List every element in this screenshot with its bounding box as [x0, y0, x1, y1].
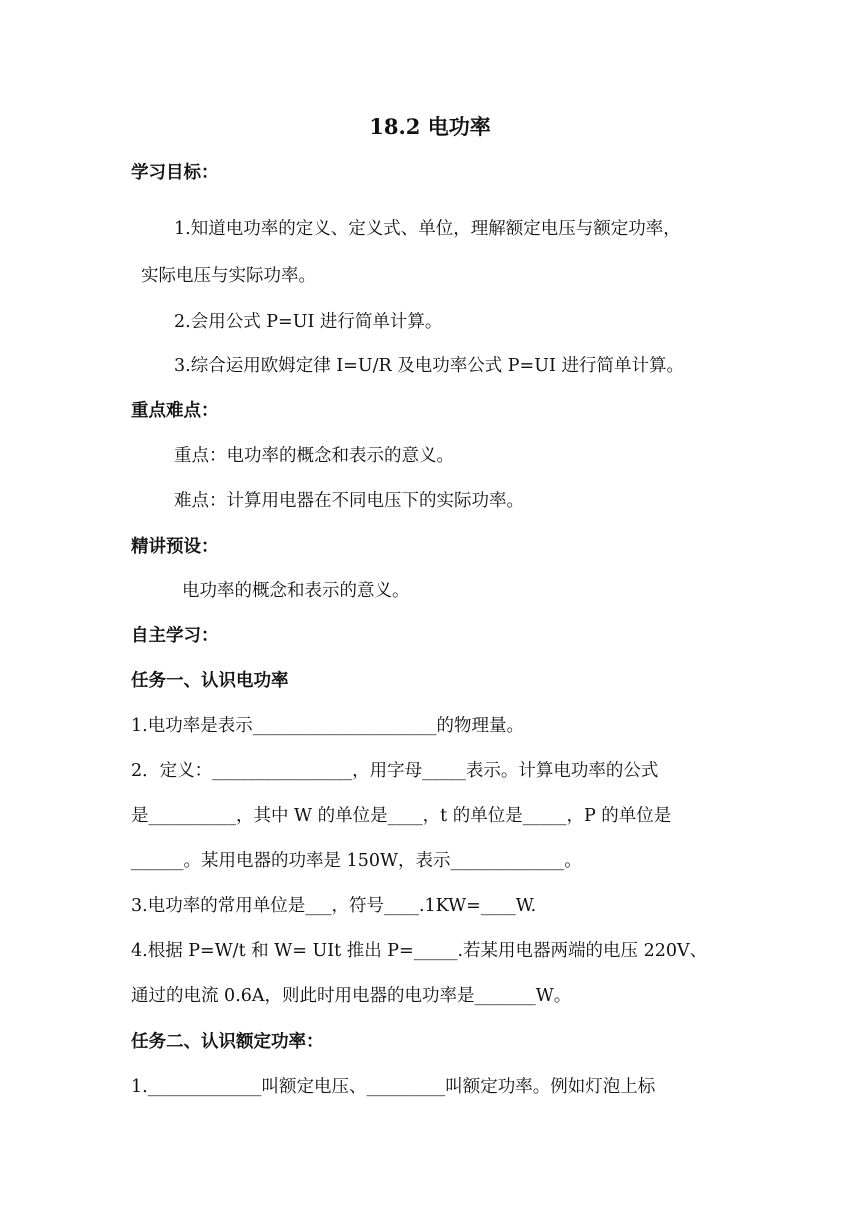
task-1-question-2-line-3: ______。某用电器的功率是 150W，表示_____________。 [131, 851, 582, 871]
task-2-question-1: 1._____________叫额定电压、_________叫额定功率。例如灯泡上标 [131, 1077, 656, 1097]
page-title: 18.2 电功率 [369, 114, 491, 139]
key-heading: 重点难点： [131, 401, 219, 421]
key-point: 重点：电功率的概念和表示的意义。 [174, 446, 454, 466]
goal-3: 3.综合运用欧姆定律 I=U/R 及电功率公式 P=UI 进行简单计算。 [174, 356, 684, 376]
hard-point: 难点：计算用电器在不同电压下的实际功率。 [174, 491, 524, 511]
goals-heading: 学习目标： [131, 163, 219, 183]
goal-1-line-2: 实际电压与实际功率。 [141, 266, 316, 286]
goal-1-line-1: 1.知道电功率的定义、定义式、单位，理解额定电压与额定功率， [174, 219, 681, 239]
self-study-heading: 自主学习： [131, 626, 219, 646]
preset-heading: 精讲预设： [131, 537, 219, 557]
preset-text: 电功率的概念和表示的意义。 [182, 581, 410, 601]
goal-2: 2.会用公式 P=UI 进行简单计算。 [174, 312, 443, 332]
task-1-question-3: 3.电功率的常用单位是___，符号____.1KW=____W. [131, 896, 537, 916]
task-1-question-1: 1.电功率是表示_____________________的物理量。 [131, 716, 524, 736]
task-1-heading: 任务一、认识电功率 [131, 671, 289, 691]
task-1-question-2-line-1: 2．定义：________________，用字母_____表示。计算电功率的公式 [131, 761, 659, 781]
task-1-question-4-line-1: 4.根据 P=W/t 和 W= UIt 推出 P=_____.若某用电器两端的电压 220V、 [131, 941, 708, 961]
task-2-heading: 任务二、认识额定功率： [131, 1032, 324, 1052]
task-1-question-4-line-2: 通过的电流 0.6A，则此时用电器的电功率是_______W。 [131, 986, 572, 1006]
task-1-question-2-line-2: 是__________，其中 W 的单位是____，t 的单位是_____，P 的单位是 [131, 806, 672, 826]
